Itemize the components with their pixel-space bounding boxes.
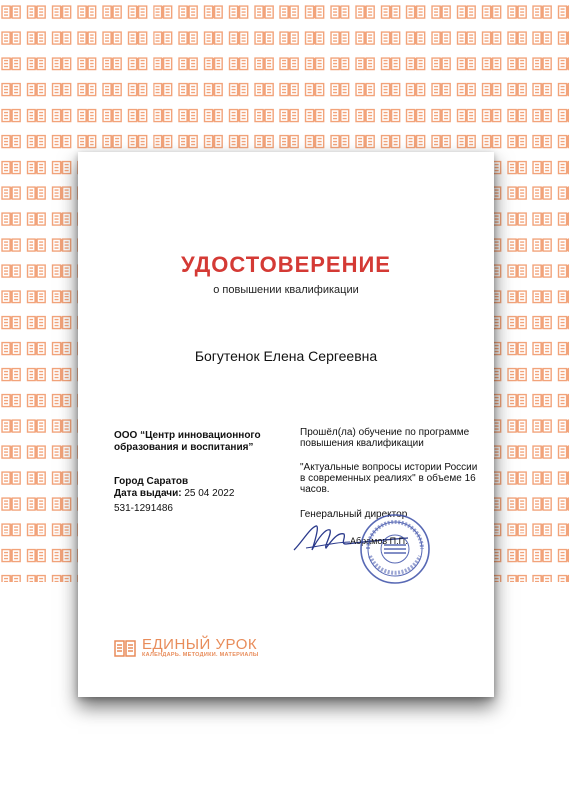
certificate-title: УДОСТОВЕРЕНИЕ (181, 252, 391, 277)
issue-date-label: Дата выдачи: (114, 488, 182, 499)
logo-name: ЕДИНЫЙ УРОК (142, 636, 258, 653)
director-title: Генеральный директор (300, 509, 408, 520)
certificate-subtitle: о повышении квалификации (213, 284, 359, 296)
certificate-card (78, 152, 494, 697)
recipient-name: Богутенок Елена Сергеевна (194, 348, 378, 364)
director-name: Абрамов П.П. (350, 536, 408, 546)
city: Город Саратов (114, 476, 189, 487)
seal-stamp (358, 512, 432, 586)
issue-date-value: 25 04 2022 (184, 488, 235, 499)
course-intro: Прошёл(ла) обучение по программе повышения квалификации (300, 427, 470, 449)
logo-tagline: КАЛЕНДАРЬ. МЕТОДИКИ. МАТЕРИАЛЫ (142, 652, 259, 658)
registration-number: 531-1291486 (114, 503, 173, 514)
organization-name: ООО “Центр инновационного образования и воспитания” (114, 430, 261, 453)
issue-date (114, 488, 234, 499)
course-name: "Актуальные вопросы истории России в современных реалиях" в объеме 16 часов. (300, 462, 478, 495)
open-book-icon (114, 638, 136, 658)
